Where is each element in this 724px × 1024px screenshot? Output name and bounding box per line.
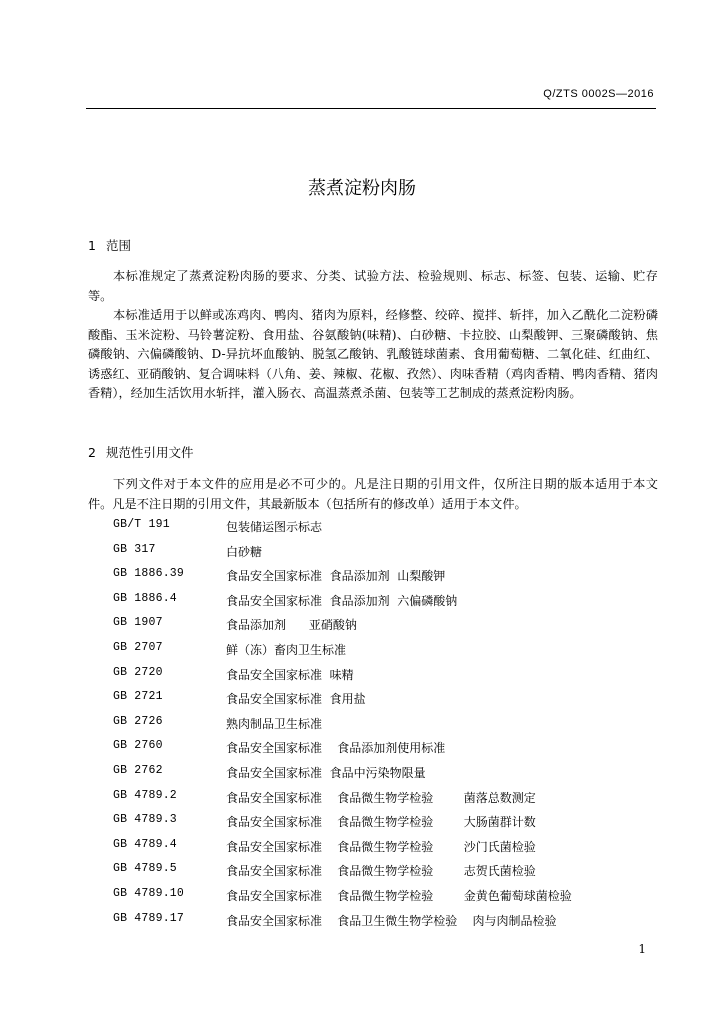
reference-code: GB 2762 <box>113 763 163 777</box>
reference-title: 食品安全国家标准 食品微生物学检验 菌落总数测定 <box>226 790 536 805</box>
reference-code: GB 4789.17 <box>113 911 185 925</box>
reference-item <box>113 813 673 838</box>
reference-item <box>113 518 673 543</box>
reference-title: 食品安全国家标准 食品添加剂使用标准 <box>226 741 446 756</box>
reference-code: GB 1886.4 <box>113 591 177 605</box>
reference-code: GB 317 <box>113 542 156 556</box>
section-title: 规范性引用文件 <box>106 445 194 460</box>
reference-item <box>113 838 673 863</box>
reference-title: 食品添加剂 亚硝酸钠 <box>226 618 357 633</box>
reference-item <box>113 887 673 912</box>
reference-title: 熟肉制品卫生标准 <box>226 716 323 731</box>
reference-item <box>113 666 673 691</box>
reference-code: GB 2707 <box>113 640 163 654</box>
section-heading-normative-references <box>88 443 194 461</box>
reference-item <box>113 789 673 814</box>
reference-title: 鲜（冻）畜肉卫生标准 <box>226 642 347 657</box>
reference-code: GB 1886.39 <box>113 567 185 581</box>
reference-title: 食品安全国家标准 味精 <box>226 667 354 682</box>
scope-paragraph-2: 本标准适用于以鲜或冻鸡肉、鸭肉、猪肉为原料，经修整、绞碎、搅拌、斩拌，加入乙酰化二淀粉磷酸酯、玉米淀粉、马铃薯淀粉、食用盐、谷氨酸钠(味精)、白砂糖、卡拉胶、山梨酸钾、三聚磷酸钠、焦磷酸钠、六偏磷酸钠、D-异抗坏血酸钠、脱氢乙酸钠、乳酸链球菌素、食用葡萄糖、二氧化硅、红曲红、诱惑红、亚硝酸钠、复合调味料（八角、姜、辣椒、花椒、孜然）、肉味香精（鸡肉香精、鸭肉香精、猪肉香精），经加生活饮用水斩拌，灌入肠衣、高温蒸煮杀菌、包装等工艺制成的蒸煮淀粉肉肠。 <box>88 308 658 401</box>
reference-title: 食品安全国家标准 食品添加剂 六偏磷酸钠 <box>226 593 458 608</box>
reference-code: GB 2721 <box>113 690 163 704</box>
standard-code: Q/ZTS 0002S—2016 <box>543 88 654 100</box>
reference-item <box>113 764 673 789</box>
reference-item <box>113 592 673 617</box>
reference-code: GB 2726 <box>113 714 163 728</box>
references-intro-paragraph: 下列文件对于本文件的应用是必不可少的。凡是注日期的引用文件，仅所注日期的版本适用于本文件。凡是不注日期的引用文件，其最新版本（包括所有的修改单）适用于本文件。 <box>88 477 658 511</box>
reference-title: 食品安全国家标准 食品微生物学检验 大肠菌群计数 <box>226 815 536 830</box>
reference-title: 食品安全国家标准 食品中污染物限量 <box>226 765 426 780</box>
reference-code: GB 4789.4 <box>113 837 177 851</box>
reference-code: GB 4789.10 <box>113 886 185 900</box>
reference-code: GB 4789.3 <box>113 813 177 827</box>
scope-paragraph-1: 本标准规定了蒸煮淀粉肉肠的要求、分类、试验方法、检验规则、标志、标签、包装、运输、贮存等。 <box>88 269 658 303</box>
reference-code: GB 1907 <box>113 616 163 630</box>
reference-code: GB 4789.5 <box>113 862 177 876</box>
section-heading-scope <box>88 236 131 254</box>
reference-item <box>113 567 673 592</box>
reference-title: 食品安全国家标准 食品微生物学检验 沙门氏菌检验 <box>226 839 536 854</box>
reference-title: 食品安全国家标准 食品微生物学检验 金黄色葡萄球菌检验 <box>226 888 572 903</box>
reference-list <box>113 518 673 936</box>
reference-item <box>113 912 673 937</box>
reference-code: GB 4789.2 <box>113 788 177 802</box>
reference-item <box>113 715 673 740</box>
reference-item <box>113 739 673 764</box>
section-title: 范围 <box>106 238 132 253</box>
reference-title: 食品安全国家标准 食品微生物学检验 志贺氏菌检验 <box>226 864 536 879</box>
reference-title: 食品安全国家标准 食用盐 <box>226 692 366 707</box>
header-rule <box>86 108 656 109</box>
reference-item <box>113 616 673 641</box>
reference-title: 白砂糖 <box>226 544 263 559</box>
reference-item <box>113 543 673 568</box>
reference-title: 食品安全国家标准 食品卫生微生物学检验 肉与肉制品检验 <box>226 913 557 928</box>
reference-item <box>113 641 673 666</box>
page-number: 1 <box>638 942 646 956</box>
reference-item <box>113 690 673 715</box>
reference-item <box>113 862 673 887</box>
section-number: 1 <box>88 238 96 253</box>
document-title: 蒸煮淀粉肉肠 <box>308 178 416 199</box>
reference-code: GB 2760 <box>113 739 163 753</box>
reference-title: 包装储运图示标志 <box>226 520 323 534</box>
reference-title: 食品安全国家标准 食品添加剂 山梨酸钾 <box>226 569 446 584</box>
reference-code: GB/T 191 <box>113 518 170 531</box>
reference-code: GB 2720 <box>113 665 163 679</box>
section-number: 2 <box>88 445 96 460</box>
